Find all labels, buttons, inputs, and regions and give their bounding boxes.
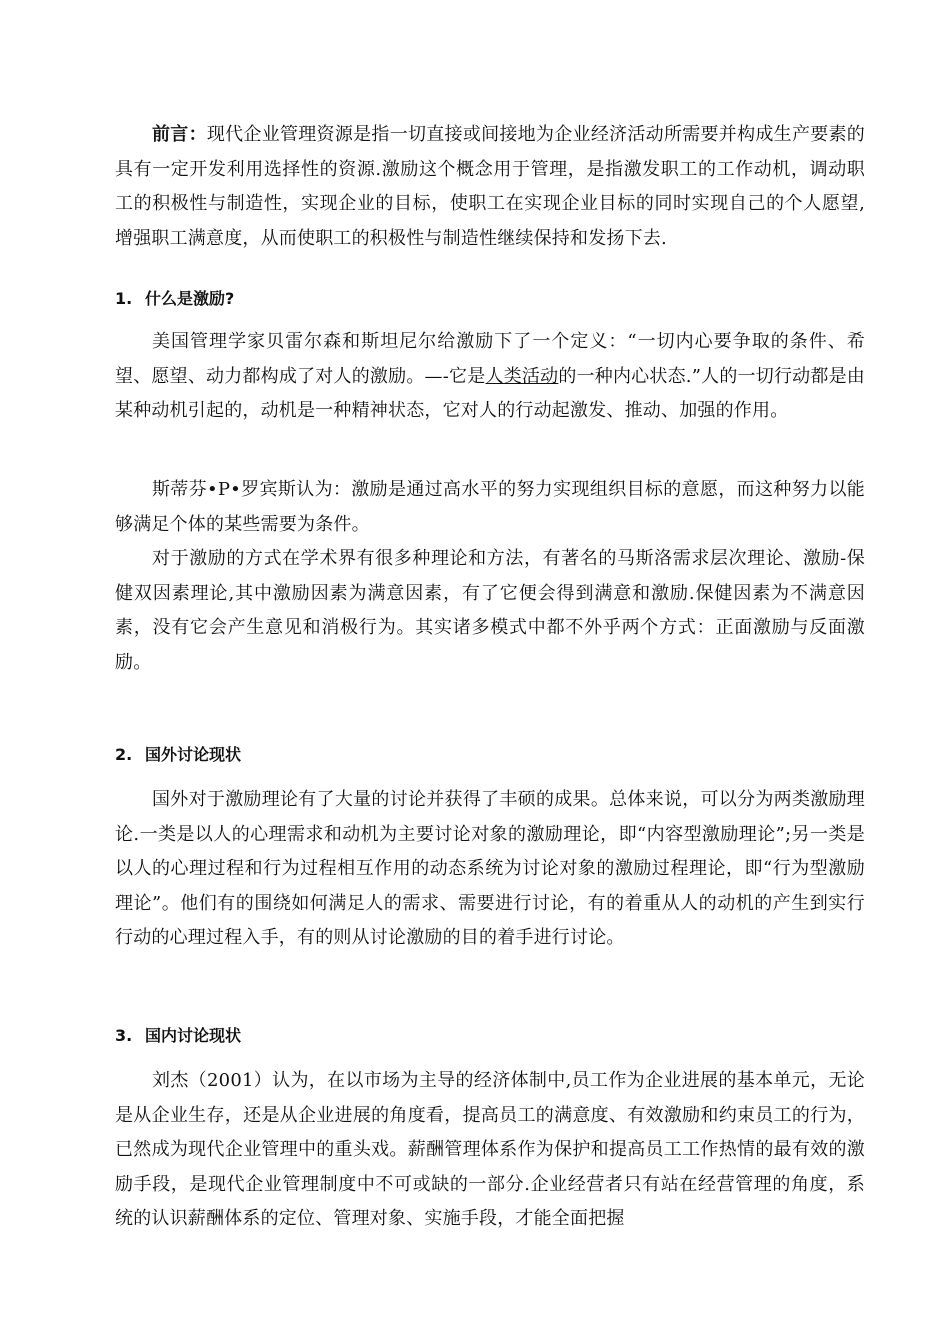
section-1-title: 什么是激励? [145, 289, 235, 308]
section-1-heading [115, 287, 865, 311]
intro-label: 前言： [152, 124, 207, 145]
section-1-paragraph-1 [115, 325, 865, 429]
section-2-heading [115, 743, 865, 767]
section-3-number: 3. [115, 1026, 133, 1045]
intro-paragraph [115, 118, 865, 256]
section-1-number: 1. [115, 289, 133, 308]
section-1-paragraph-2: 斯蒂芬•P•罗宾斯认为：激励是通过高水平的努力实现组织目标的意愿，而这种努力以能够满足个体的某些需要为条件。 [115, 479, 865, 535]
section-1-p1-after: 的一种内心状态.”人的一切行动都是由某种动机引起的，动机是一种精神状态，它对人的行动起激发、推动、加强的作用。 [115, 365, 865, 422]
section-3-paragraph-1: 刘杰（2001）认为，在以市场为主导的经济体制中,员工作为企业进展的基本单元，无论是从企业生存，还是从企业进展的角度看，提高员工的满意度、有效激励和约束员工的行为，已然成为现代企业管理中的重头戏。薪酬管理体系作为保护和提高员工工作热情的最有效的激励手段，是现代企业管理制度中不可或缺的一部分.企业经营者只有站在经营管理的角度，系统的认识薪酬体系的定位、管理对象、实施手段，才能全面把握 [115, 1070, 865, 1230]
section-2-paragraph-1: 国外对于激励理论有了大量的讨论并获得了丰硕的成果。总体来说，可以分为两类激励理论.一类是以人的心理需求和动机为主要讨论对象的激励理论，即“内容型激励理论”;另一类是以人的心理过程和行为过程相互作用的动态系统为讨论对象的激励过程理论，即“行为型激励理论”。他们有的围绕如何满足人的需求、需要进行讨论，有的着重从人的动机的产生到实行行动的心理过程入手，有的则从讨论激励的目的着手进行讨论。 [115, 789, 865, 949]
section-3-title: 国内讨论现状 [145, 1026, 242, 1045]
section-3-heading [115, 1024, 865, 1048]
intro-text: 现代企业管理资源是指一切直接或间接地为企业经济活动所需要并构成生产要素的具有一定开发利用选择性的资源.激励这个概念用于管理，是指激发职工的工作动机，调动职工的积极性与制造性，实现企业的目标，使职工在实现企业目标的同时实现自己的个人愿望,增强职工满意度，从而使职工的积极性与制造性继续保持和发扬下去. [115, 124, 865, 249]
section-2-title: 国外讨论现状 [145, 745, 242, 764]
underlined-term: 人类活动 [485, 365, 559, 387]
section-1-paragraph-3: 对于激励的方式在学术界有很多种理论和方法，有著名的马斯洛需求层次理论、激励-保健双因素理论,其中激励因素为满意因素，有了它便会得到满意和激励.保健因素为不满意因素，没有它会产生意见和消极行为。其实诸多模式中都不外乎两个方式：正面激励与反面激励。 [115, 548, 865, 673]
section-2-number: 2. [115, 745, 133, 764]
section-1-p1-before: 美国管理学家贝雷尔森和斯坦尼尔给激励下了一个定义：“一切内心要争取的条件、希望、愿望、动力都构成了对人的激励。—-它是 [115, 331, 865, 387]
